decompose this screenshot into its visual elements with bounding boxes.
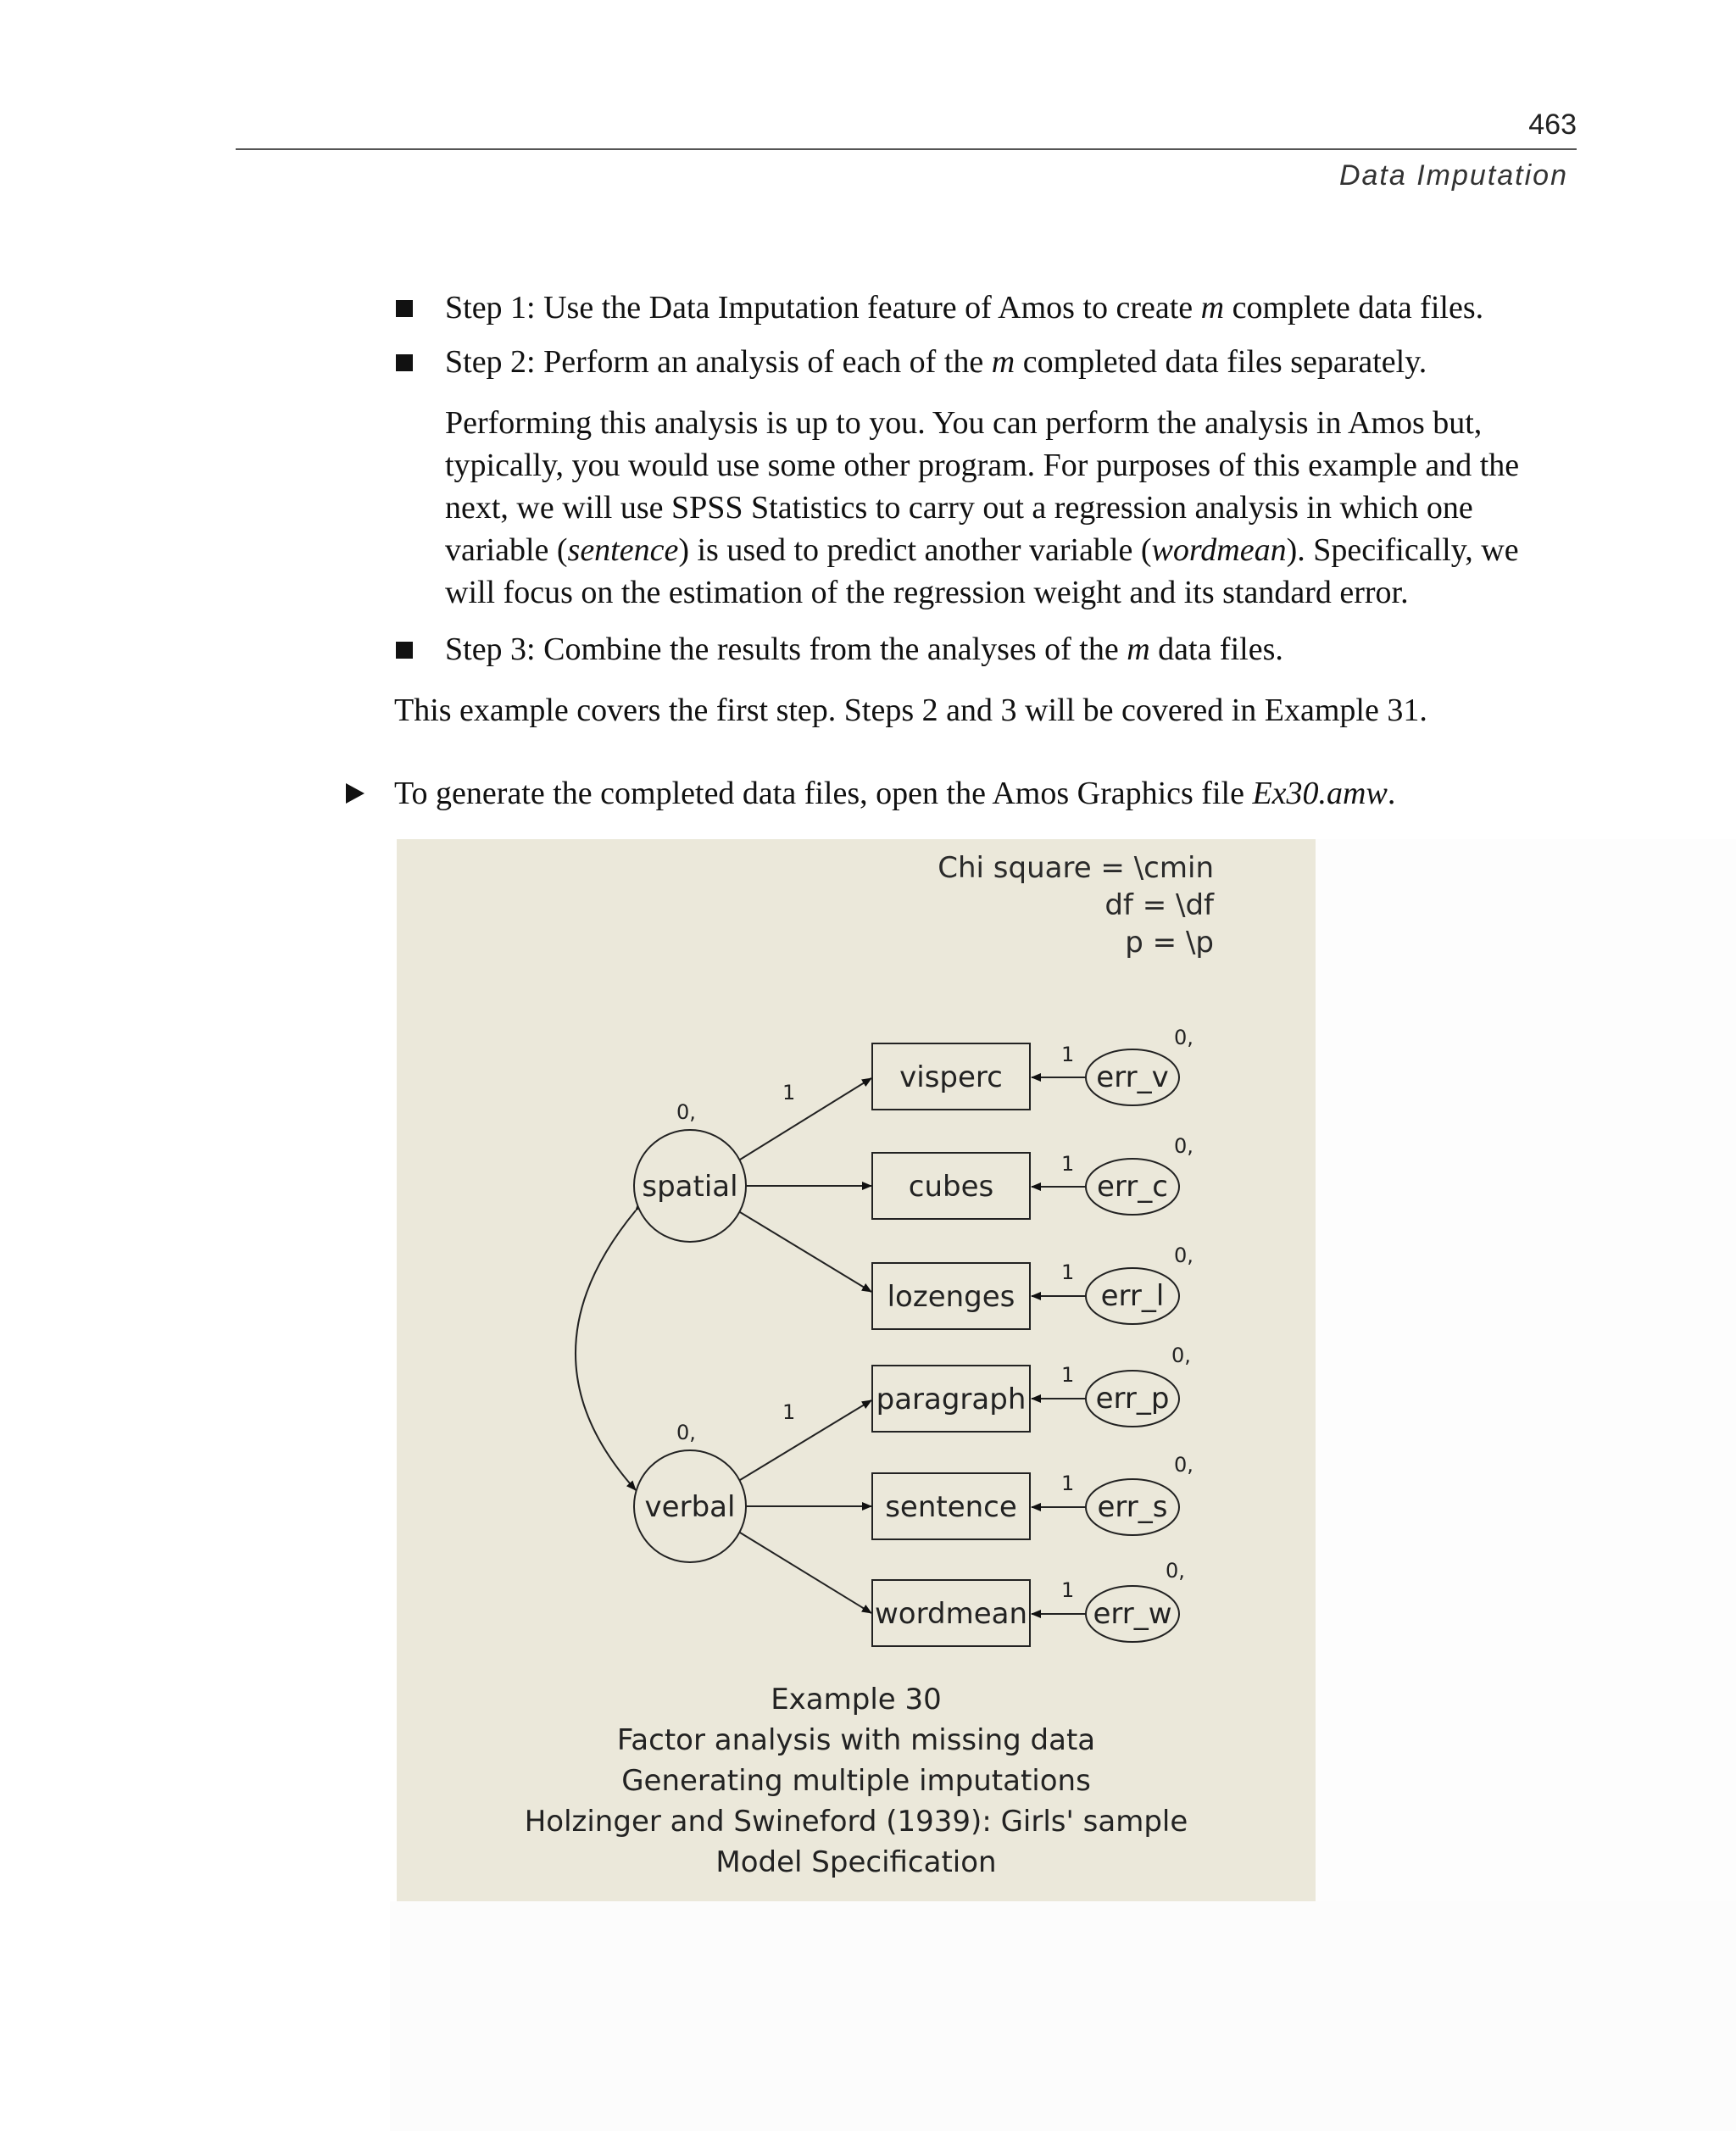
observed-label: lozenges [887, 1280, 1015, 1314]
error-weight-label: 1 [1061, 1363, 1075, 1387]
error-label: err_w [1093, 1597, 1172, 1631]
observed-label: visperc [899, 1060, 1003, 1094]
bullet-icon [396, 642, 413, 659]
page-number: 463 [1528, 108, 1577, 141]
error-mean-label: 0, [1174, 1026, 1194, 1049]
caption-line: Example 30 [771, 1683, 942, 1716]
bullet-icon [396, 300, 413, 317]
error-mean-label: 0, [1174, 1244, 1194, 1267]
error-weight-label: 1 [1061, 1043, 1075, 1066]
bullet-icon [396, 354, 413, 371]
error-weight-label: 1 [1061, 1472, 1075, 1495]
error-label: err_s [1097, 1490, 1168, 1524]
figure-shadow [390, 1901, 1736, 2131]
chi-square-label: Chi square = \cmin [938, 851, 1214, 885]
detail-line: variable (sentence) is used to predict another variable (wordmean). Specifically, we [445, 532, 1519, 568]
error-mean-label: 0, [1174, 1134, 1194, 1158]
caption-line: Model Specification [715, 1845, 997, 1879]
caption-line: Generating multiple imputations [621, 1764, 1091, 1798]
detail-line: will focus on the estimation of the regression weight and its standard error. [445, 575, 1409, 610]
caption-line: Factor analysis with missing data [616, 1723, 1096, 1757]
section-title: Data Imputation [1338, 159, 1568, 192]
observed-label: sentence [885, 1490, 1017, 1524]
verbal-label: verbal [644, 1490, 736, 1524]
path-diagram [397, 839, 1316, 1901]
path-weight-label: 1 [782, 1400, 796, 1424]
path-arrow [740, 1533, 871, 1613]
path-arrow [740, 1078, 871, 1160]
p-label: p = \p [1125, 926, 1214, 960]
summary-text: This example covers the first step. Steps 2 and 3 will be covered in Example 31. [394, 693, 1427, 728]
observed-label: cubes [908, 1170, 994, 1204]
error-label: err_l [1100, 1279, 1165, 1313]
step-1-text: Step 1: Use the Data Imputation feature of Amos to create m complete data files. [445, 290, 1484, 325]
error-label: err_v [1096, 1060, 1169, 1094]
path-arrow [740, 1212, 871, 1292]
observed-label: paragraph [876, 1383, 1027, 1416]
error-weight-label: 1 [1061, 1260, 1075, 1284]
covariance-arc [576, 1210, 636, 1490]
error-mean-label: 0, [1166, 1559, 1185, 1583]
spatial-mean-label: 0, [676, 1100, 696, 1124]
step-2-text: Step 2: Perform an analysis of each of the m completed data files separately. [445, 344, 1427, 380]
detail-line: typically, you would use some other program. For purposes of this example and the [445, 448, 1520, 483]
caption-line: Holzinger and Swineford (1939): Girls' sample [524, 1805, 1188, 1839]
error-weight-label: 1 [1061, 1152, 1075, 1176]
spatial-label: spatial [642, 1170, 738, 1204]
error-weight-label: 1 [1061, 1578, 1075, 1602]
error-mean-label: 0, [1171, 1344, 1191, 1367]
header-divider [236, 148, 1577, 150]
procedure-arrow-icon [346, 783, 364, 804]
error-mean-label: 0, [1174, 1453, 1194, 1477]
observed-label: wordmean [875, 1597, 1027, 1631]
path-arrow [740, 1400, 871, 1480]
error-label: err_c [1097, 1170, 1168, 1204]
error-label: err_p [1095, 1382, 1170, 1416]
step-3-text: Step 3: Combine the results from the analyses of the m data files. [445, 632, 1283, 667]
step-2-detail [445, 402, 1581, 614]
detail-line: Performing this analysis is up to you. You can perform the analysis in Amos but, [445, 405, 1483, 441]
instruction-text: To generate the completed data files, open the Amos Graphics file Ex30.amw. [394, 776, 1396, 811]
detail-line: next, we will use SPSS Statistics to carry out a regression analysis in which one [445, 490, 1473, 526]
path-diagram-figure [397, 839, 1316, 1901]
verbal-mean-label: 0, [676, 1421, 696, 1444]
df-label: df = \df [1104, 888, 1214, 922]
path-weight-label: 1 [782, 1081, 796, 1104]
figure-shadow [1316, 839, 1736, 1901]
